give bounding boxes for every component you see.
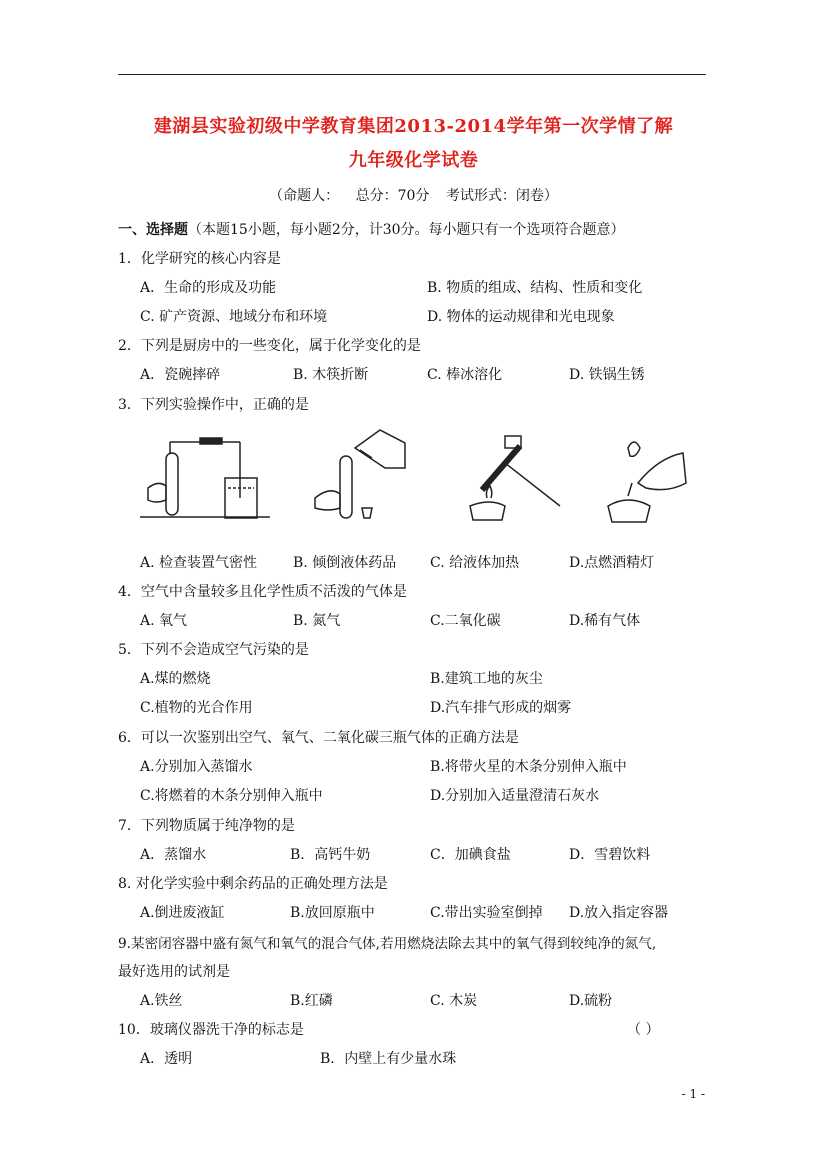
option: B．内壁上有少量水珠 (320, 1051, 457, 1067)
option: D.分别加入适量澄清石灰水 (430, 788, 600, 804)
option: A.分别加入蒸馏水 (140, 759, 253, 775)
question-stem: 5．下列不会造成空气污染的是 (118, 642, 309, 658)
section-heading (118, 219, 625, 239)
section-instructions: （本题15小题，每小题2分，计30分。每小题只有一个选项符合题意） (188, 222, 625, 238)
option: A．透明 (140, 1051, 193, 1067)
heat-liquid-figure (460, 428, 565, 528)
option: D.点燃酒精灯 (569, 555, 655, 571)
option: C. 给液体加热 (430, 555, 520, 571)
option: A．瓷碗摔碎 (140, 367, 221, 383)
question-stem-continued: 最好选用的试剂是 (118, 964, 230, 980)
option: B. 倾倒液体药品 (293, 555, 397, 571)
question-stem: 7．下列物质属于纯净物的是 (118, 818, 295, 834)
option: A．蒸馏水 (140, 847, 207, 863)
exam-form: 考试形式：闭卷） (445, 188, 558, 204)
question-stem: 10．玻璃仪器洗干净的标志是 (118, 1022, 304, 1038)
option: B.放回原瓶中 (290, 905, 375, 921)
option: A.倒进废液缸 (140, 905, 225, 921)
option: C.将燃着的木条分别伸入瓶中 (140, 788, 323, 804)
option: D.放入指定容器 (569, 905, 669, 921)
option: A．生命的形成及功能 (140, 280, 277, 296)
header-rule (118, 74, 706, 75)
option: C. 矿产资源、地域分布和环境 (140, 309, 328, 325)
option: A. 氧气 (140, 613, 188, 629)
question-stem: 2．下列是厨房中的一些变化，属于化学变化的是 (118, 338, 421, 354)
page-number: - 1 - (681, 1087, 705, 1101)
question-stem: 9.某密闭容器中盛有氮气和氧气的混合气体,若用燃烧法除去其中的氧气得到较纯净的氮气, (118, 936, 657, 952)
option: C.二氧化碳 (430, 613, 501, 629)
question-stem: 4．空气中含量较多且化学性质不活泼的气体是 (118, 584, 407, 600)
option: B.将带火星的木条分别伸入瓶中 (430, 759, 627, 775)
option: B．高钙牛奶 (290, 847, 371, 863)
answer-parenthesis: （ ） (627, 1022, 660, 1038)
option: B. 物质的组成、结构、性质和变化 (427, 280, 643, 296)
question-stem: 1．化学研究的核心内容是 (118, 251, 281, 267)
pour-liquid-figure (310, 428, 415, 528)
option: C．加碘食盐 (430, 847, 511, 863)
option: B.红磷 (290, 993, 333, 1009)
option: D．雪碧饮料 (569, 847, 651, 863)
option: B.建筑工地的灰尘 (430, 671, 543, 687)
question-stem: 6．可以一次鉴别出空气、氧气、二氧化碳三瓶气体的正确方法是 (118, 730, 519, 746)
option: C. 棒冰溶化 (427, 367, 503, 383)
option: B. 木筷折断 (293, 367, 369, 383)
option: C. 木炭 (430, 993, 478, 1009)
option: A. 检查装置气密性 (140, 555, 258, 571)
option: C.带出实验室倒掉 (430, 905, 543, 921)
exam-title-line1: 建湖县实验初级中学教育集团2013-2014学年第一次学情了解 (153, 116, 674, 137)
option: D. 铁锅生锈 (569, 367, 645, 383)
option: A.煤的燃烧 (140, 671, 211, 687)
option: D. 物体的运动规律和光电现象 (427, 309, 615, 325)
option: B. 氮气 (293, 613, 341, 629)
option: D.汽车排气形成的烟雾 (430, 700, 572, 716)
section-title: 一、选择题 (118, 222, 188, 238)
option: A.铁丝 (140, 993, 183, 1009)
airtightness-check-figure (140, 428, 270, 528)
option: D.硫粉 (569, 993, 613, 1009)
option: C.植物的光合作用 (140, 700, 253, 716)
total-score: 总分：70分 (355, 188, 430, 204)
question-stem: 8. 对化学实验中剩余药品的正确处理方法是 (118, 876, 388, 892)
light-alcohol-lamp-figure (598, 428, 693, 528)
exam-meta (0, 185, 827, 205)
exam-title-line2: 九年级化学试卷 (348, 150, 479, 171)
option: D.稀有气体 (569, 613, 641, 629)
question-stem: 3．下列实验操作中，正确的是 (118, 397, 309, 413)
author-label: （命题人： (269, 188, 340, 204)
